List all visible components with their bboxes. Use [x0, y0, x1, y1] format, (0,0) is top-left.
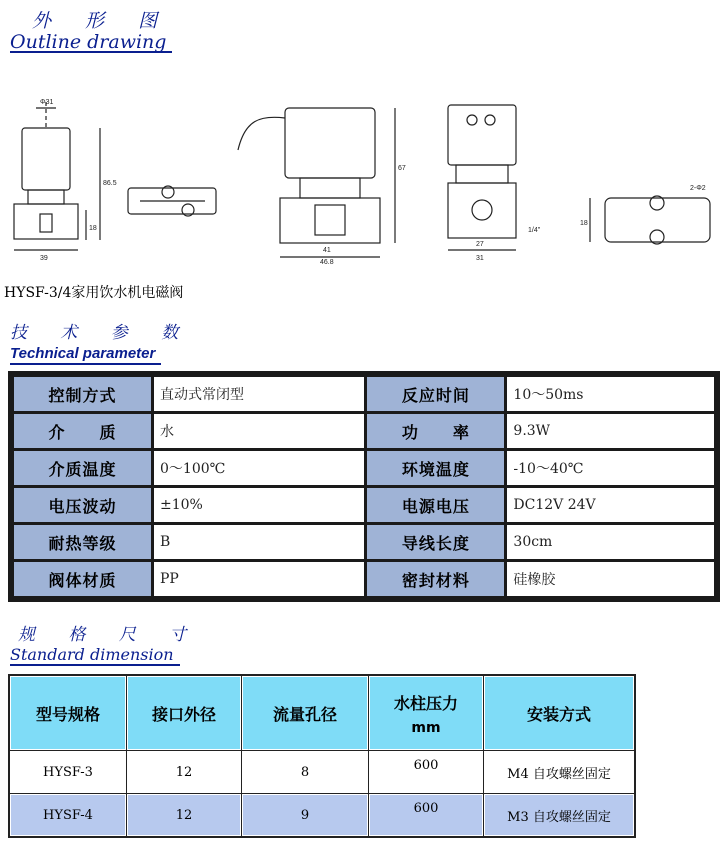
header-pressure-label: 水柱压力	[393, 693, 458, 713]
dim-phi31: Φ31	[40, 99, 54, 106]
dim-86-5: 86.5	[103, 180, 117, 187]
param-value: ±10%	[154, 488, 364, 522]
standard-title	[10, 620, 200, 666]
param-value: 30cm	[507, 525, 714, 559]
technical-title	[10, 318, 192, 365]
dim-18b: 18	[580, 220, 588, 227]
base-view	[590, 196, 710, 244]
spec-cell-pressure: 600	[369, 794, 483, 836]
bottom-view	[128, 186, 216, 216]
param-value: 0～100℃	[154, 451, 364, 485]
param-label: 介 质	[14, 414, 151, 448]
drawing-caption: HYSF-3/4家用饮水机电磁阀	[4, 285, 184, 301]
outline-drawing	[0, 80, 725, 265]
header-mount: 安装方式	[484, 676, 634, 750]
spec-cell-outer: 12	[127, 751, 241, 793]
spec-cell-mount: M3 自攻螺丝固定	[484, 794, 634, 836]
param-value: PP	[154, 562, 364, 596]
param-label: 阀体材质	[14, 562, 151, 596]
param-row	[14, 377, 714, 411]
param-row	[14, 562, 714, 596]
dim-27: 27	[476, 241, 484, 248]
dim-2-phi2: 2-Φ2	[690, 185, 706, 192]
header-outer: 接口外径	[127, 676, 241, 750]
dim-46-8: 46.8	[320, 259, 334, 265]
param-row	[14, 414, 714, 448]
header-pressure	[369, 676, 483, 750]
spec-cell-mount: M4 自攻螺丝固定	[484, 751, 634, 793]
standard-title-en: Standard dimension	[10, 646, 180, 666]
spec-cell-model: HYSF-3	[10, 751, 126, 793]
param-value: -10～40℃	[507, 451, 714, 485]
spec-cell-bore: 9	[242, 794, 368, 836]
technical-parameter-table	[8, 371, 720, 602]
dim-quarter-inch: 1/4"	[528, 227, 541, 234]
param-label: 反应时间	[367, 377, 504, 411]
param-row	[14, 451, 714, 485]
dim-18a: 18	[89, 225, 97, 232]
dim-39: 39	[40, 255, 48, 262]
header-model: 型号规格	[10, 676, 126, 750]
header-pressure-unit: mm	[411, 719, 441, 736]
param-label: 耐热等级	[14, 525, 151, 559]
param-value: 硅橡胶	[507, 562, 714, 596]
param-value: DC12V 24V	[507, 488, 714, 522]
param-value: 9.3W	[507, 414, 714, 448]
spec-row	[10, 751, 634, 793]
spec-cell-pressure: 600	[369, 751, 483, 793]
front-view	[14, 102, 100, 250]
param-value: B	[154, 525, 364, 559]
outline-title-cn: 外 形 图	[32, 10, 172, 32]
technical-title-cn: 技 术 参 数	[10, 323, 193, 343]
outline-title	[10, 6, 172, 53]
param-row	[14, 488, 714, 522]
param-label: 环境温度	[367, 451, 504, 485]
dim-67: 67	[398, 165, 406, 172]
param-label: 介质温度	[14, 451, 151, 485]
spec-row	[10, 794, 634, 836]
param-label: 电源电压	[367, 488, 504, 522]
dim-31: 31	[476, 255, 484, 262]
standard-dimension-table	[8, 674, 636, 838]
param-label: 控制方式	[14, 377, 151, 411]
param-label: 导线长度	[367, 525, 504, 559]
param-value: 水	[154, 414, 364, 448]
spec-cell-model: HYSF-4	[10, 794, 126, 836]
spec-cell-outer: 12	[127, 794, 241, 836]
param-row	[14, 525, 714, 559]
outline-title-en: Outline drawing	[10, 33, 172, 53]
side-view	[238, 108, 395, 257]
end-view	[448, 105, 516, 250]
param-value: 10～50ms	[507, 377, 714, 411]
param-label: 功 率	[367, 414, 504, 448]
standard-title-cn: 规 格 尺 寸	[18, 625, 201, 645]
header-bore: 流量孔径	[242, 676, 368, 750]
dim-41: 41	[323, 247, 331, 254]
param-label: 电压波动	[14, 488, 151, 522]
param-label: 密封材料	[367, 562, 504, 596]
param-value: 直动式常闭型	[154, 377, 364, 411]
technical-title-en: Technical parameter	[10, 345, 161, 365]
spec-cell-bore: 8	[242, 751, 368, 793]
